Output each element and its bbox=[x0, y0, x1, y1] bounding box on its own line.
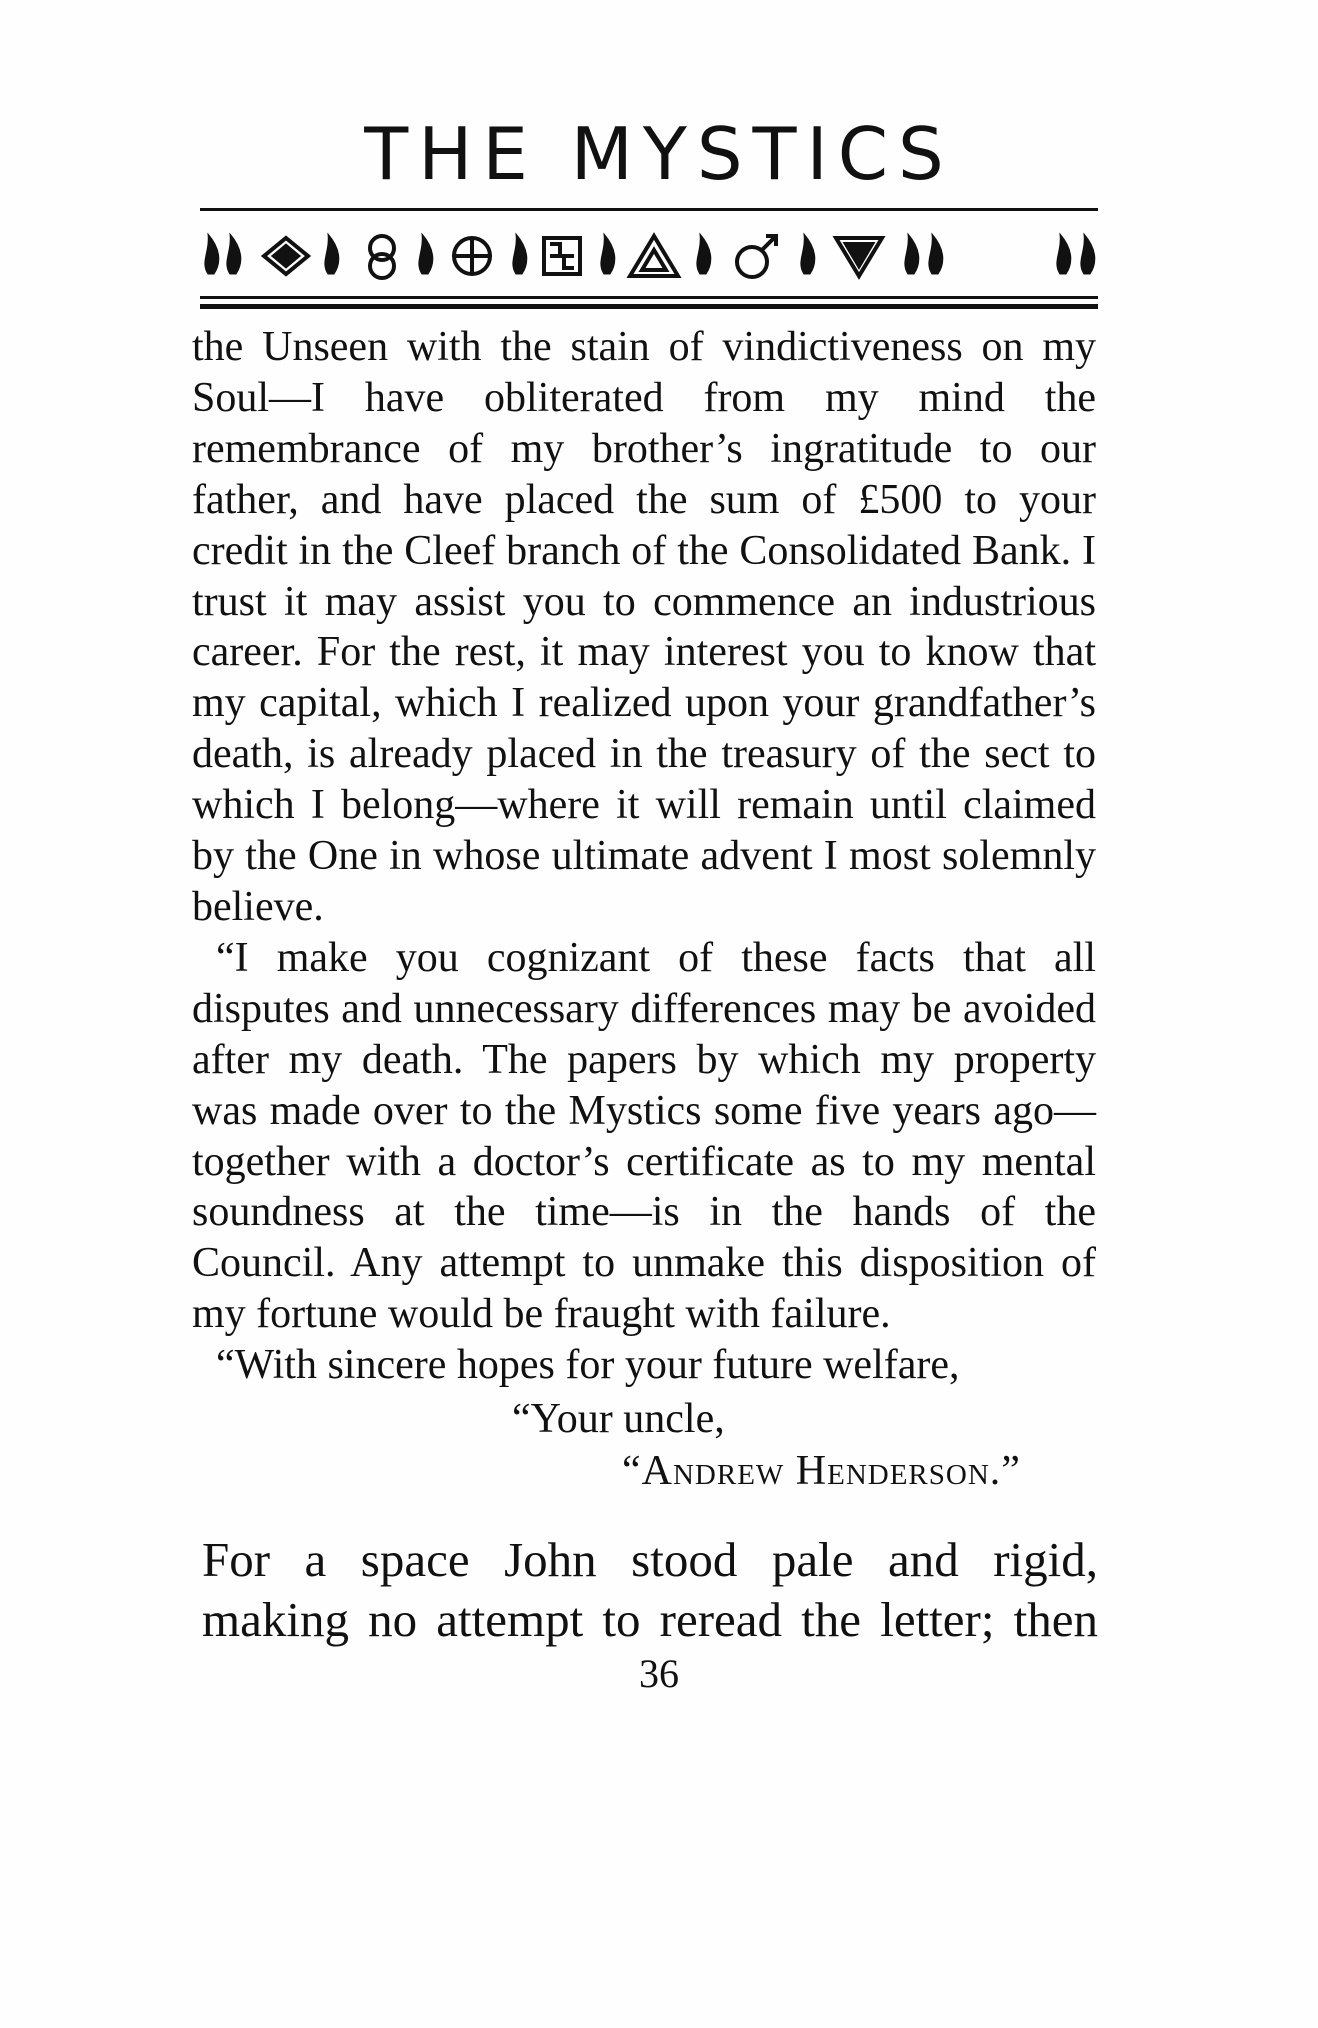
flame-icon bbox=[227, 234, 241, 274]
flame-icon bbox=[205, 234, 219, 274]
flame-icon bbox=[905, 234, 919, 274]
mars-icon bbox=[737, 236, 776, 277]
flame-icon bbox=[801, 234, 815, 274]
header-rule-bottom bbox=[200, 304, 1098, 309]
knot-icon bbox=[370, 236, 394, 278]
header-rule-top bbox=[200, 208, 1098, 211]
letter-body bbox=[192, 322, 1096, 1391]
page-number: 36 bbox=[639, 1651, 679, 1696]
flame-icon bbox=[601, 234, 615, 274]
flame-icon bbox=[419, 234, 433, 274]
letter-signature: “Andrew Henderson.” bbox=[622, 1448, 1021, 1494]
flame-icon bbox=[1057, 234, 1071, 274]
flame-icon bbox=[513, 234, 527, 274]
shield-icon bbox=[836, 238, 882, 276]
cross-circle-icon bbox=[454, 238, 490, 274]
running-title: THE MYSTICS bbox=[364, 112, 954, 196]
triangle-icon bbox=[630, 236, 678, 276]
letter-closing-line: “With sincere hopes for your future welfare, bbox=[216, 1342, 960, 1389]
flame-icon bbox=[697, 234, 711, 274]
flame-icon bbox=[1081, 234, 1095, 274]
ornament-band bbox=[200, 224, 1098, 288]
flame-icon bbox=[325, 234, 339, 274]
meander-icon bbox=[544, 238, 580, 274]
header-rule-middle bbox=[200, 296, 1098, 299]
letter-signoff: “Your uncle, bbox=[512, 1396, 725, 1442]
narrative-text bbox=[202, 1530, 1098, 1650]
narrative-paragraph: For a space John stood pale and rigid, making no attempt to reread the letter; then bbox=[202, 1532, 1098, 1647]
diamond-icon bbox=[264, 238, 308, 274]
letter-paragraph-2: “I make you cognizant of these facts that all disputes and unnecessary differences may be avoided after my death. The papers by which my property was made over to the Mystics some five years ago—together with a doctor’s certificate as to my mental soundness at the time—is in the hands of the Council. Any attempt to unmake this disposition of my fortune would be fraught with failure. bbox=[192, 934, 1096, 1338]
letter-paragraph-1: the Unseen with the stain of vindictiveness on my Soul—I have obliterated from my mind the remembrance of my brother’s ingratitude to our father, and have placed the sum of £500 to your credit in the Cleef branch of the Consolidated Bank. I trust it may assist you to commence an industrious career. For the rest, it may interest you to know that my capital, which I realized upon your grandfather’s death, is already placed in the treasury of the sect to which I belong—where it will remain until claimed by the One in whose ultimate advent I most solemnly believe. bbox=[192, 324, 1096, 930]
flame-icon bbox=[929, 234, 943, 274]
